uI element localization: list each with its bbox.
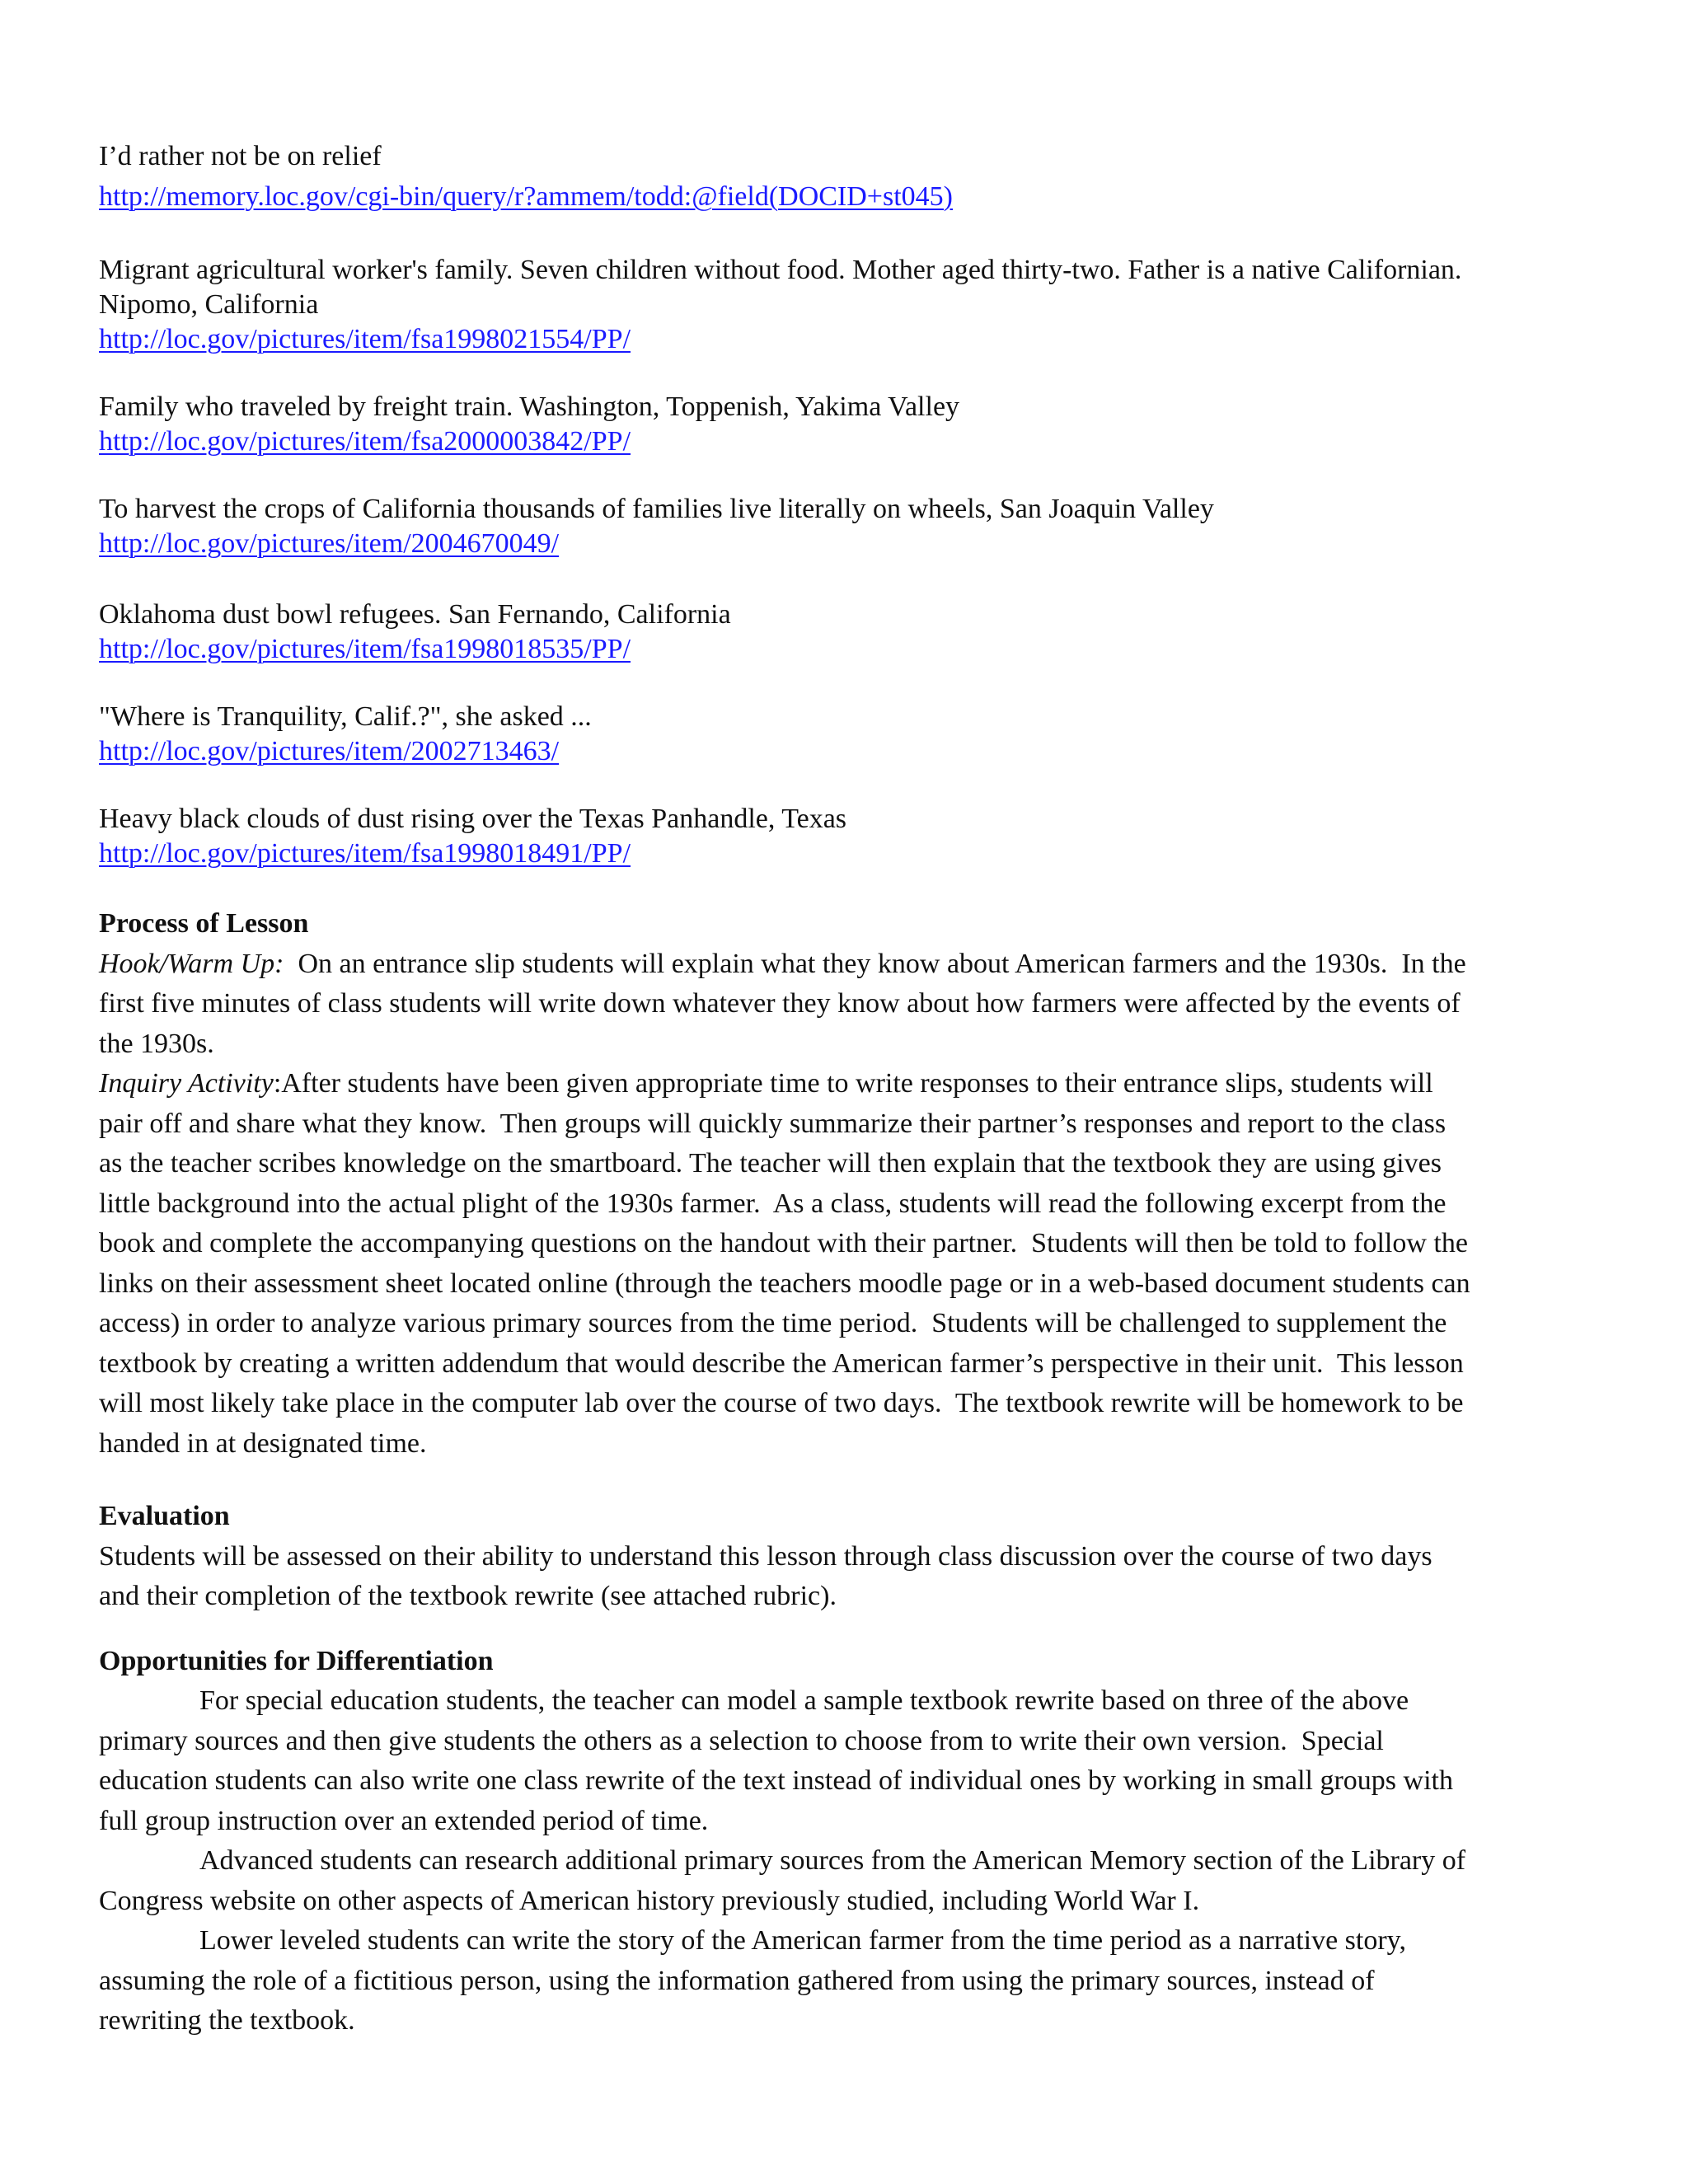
hook-line: first five minutes of class students will write down whatever they know about how farmers were affected by the events of — [99, 988, 1461, 1019]
source-entry — [99, 390, 1599, 459]
source-entry — [99, 802, 1599, 871]
hook-line — [99, 944, 1599, 985]
hook-text: On an entrance slip students will explain what they know about American farmers and the 1930s. In the — [284, 948, 1466, 979]
evaluation-heading: Evaluation — [99, 1501, 230, 1531]
source-link[interactable]: http://loc.gov/pictures/item/fsa1998018535/PP/ — [99, 634, 631, 664]
source-title: To harvest the crops of California thousands of families live literally on wheels, San Joaquin Valley — [99, 494, 1214, 524]
source-entry — [99, 253, 1599, 357]
source-link[interactable]: http://loc.gov/pictures/item/fsa1998021554/PP/ — [99, 324, 631, 354]
differentiation-heading: Opportunities for Differentiation — [99, 1645, 494, 1676]
differentiation-line: Lower leveled students can write the story of the American farmer from the time period as a narrative story, — [199, 1925, 1406, 1956]
inquiry-line: handed in at designated time. — [99, 1427, 427, 1459]
source-entry — [99, 492, 1599, 561]
differentiation-line: primary sources and then give students the others as a selection to choose from to write their own version. Special — [99, 1725, 1384, 1756]
differentiation-line: education students can also write one class rewrite of the text instead of individual ones by working in small groups with — [99, 1765, 1453, 1796]
inquiry-line — [99, 1064, 1599, 1104]
hook-line: the 1930s. — [99, 1028, 214, 1059]
source-link[interactable]: http://loc.gov/pictures/item/2004670049/ — [99, 528, 560, 559]
document-page — [99, 137, 1599, 2041]
inquiry-label: Inquiry Activity — [99, 1068, 274, 1099]
source-link[interactable]: http://loc.gov/pictures/item/fsa2000003842/PP/ — [99, 426, 631, 457]
evaluation-line: Students will be assessed on their ability to understand this lesson through class discussion over the course of two days — [99, 1540, 1432, 1572]
source-link[interactable]: http://loc.gov/pictures/item/2002713463/ — [99, 736, 560, 766]
hook-label: Hook/Warm Up: — [99, 948, 284, 979]
source-title-line: Migrant agricultural worker's family. Seven children without food. Mother aged thirty-two. Father is a native Californian. — [99, 255, 1462, 285]
source-entry — [99, 137, 1599, 217]
source-link[interactable]: http://memory.loc.gov/cgi-bin/query/r?ammem/todd:@field(DOCID+st045) — [99, 180, 953, 212]
source-title-line: Nipomo, California — [99, 289, 319, 320]
source-entry — [99, 700, 1599, 769]
inquiry-line: pair off and share what they know. Then groups will quickly summarize their partner’s responses and report to the class — [99, 1108, 1447, 1139]
inquiry-text: :After students have been given appropriate time to write responses to their entrance slips, students will — [273, 1068, 1433, 1099]
differentiation-line: assuming the role of a fictitious person, using the information gathered from using the primary sources, instead of — [99, 1965, 1375, 1996]
differentiation-line: For special education students, the teacher can model a sample textbook rewrite based on three of the above — [199, 1685, 1409, 1716]
evaluation-section — [99, 1497, 1599, 1617]
inquiry-line: little background into the actual plight of the 1930s farmer. As a class, students will read the following excerpt from the — [99, 1188, 1447, 1219]
inquiry-line: will most likely take place in the computer lab over the course of two days. The textbook rewrite will be homework to be — [99, 1388, 1464, 1418]
inquiry-line: textbook by creating a written addendum that would describe the American farmer’s perspective in their unit. This lesson — [99, 1347, 1464, 1379]
differentiation-section — [99, 1642, 1599, 2041]
source-title: Heavy black clouds of dust rising over the Texas Panhandle, Texas — [99, 804, 847, 834]
inquiry-line: book and complete the accompanying questions on the handout with their partner. Students will then be told to follow the — [99, 1228, 1468, 1258]
inquiry-line: access) in order to analyze various primary sources from the time period. Students will be challenged to supplement the — [99, 1308, 1447, 1338]
source-title: I’d rather not be on relief — [99, 141, 382, 171]
differentiation-line: Congress website on other aspects of American history previously studied, including World War I. — [99, 1885, 1200, 1916]
inquiry-line: as the teacher scribes knowledge on the smartboard. The teacher will then explain that the textbook they are using gives — [99, 1148, 1442, 1179]
differentiation-line: full group instruction over an extended period of time. — [99, 1805, 709, 1836]
source-title: Family who traveled by freight train. Washington, Toppenish, Yakima Valley — [99, 391, 960, 422]
differentiation-line: rewriting the textbook. — [99, 2005, 355, 2036]
evaluation-line: and their completion of the textbook rewrite (see attached rubric). — [99, 1581, 837, 1611]
differentiation-line: Advanced students can research additional primary sources from the American Memory section of the Library of — [199, 1845, 1466, 1876]
source-link[interactable]: http://loc.gov/pictures/item/fsa1998018491/PP/ — [99, 838, 631, 869]
source-title: Oklahoma dust bowl refugees. San Fernando, California — [99, 599, 731, 630]
process-section — [99, 904, 1599, 1464]
inquiry-line: links on their assessment sheet located online (through the teachers moodle page or in a web-based document students can — [99, 1268, 1470, 1299]
process-heading: Process of Lesson — [99, 908, 309, 939]
source-title: "Where is Tranquility, Calif.?", she asked ... — [99, 701, 592, 732]
source-entry — [99, 598, 1599, 667]
